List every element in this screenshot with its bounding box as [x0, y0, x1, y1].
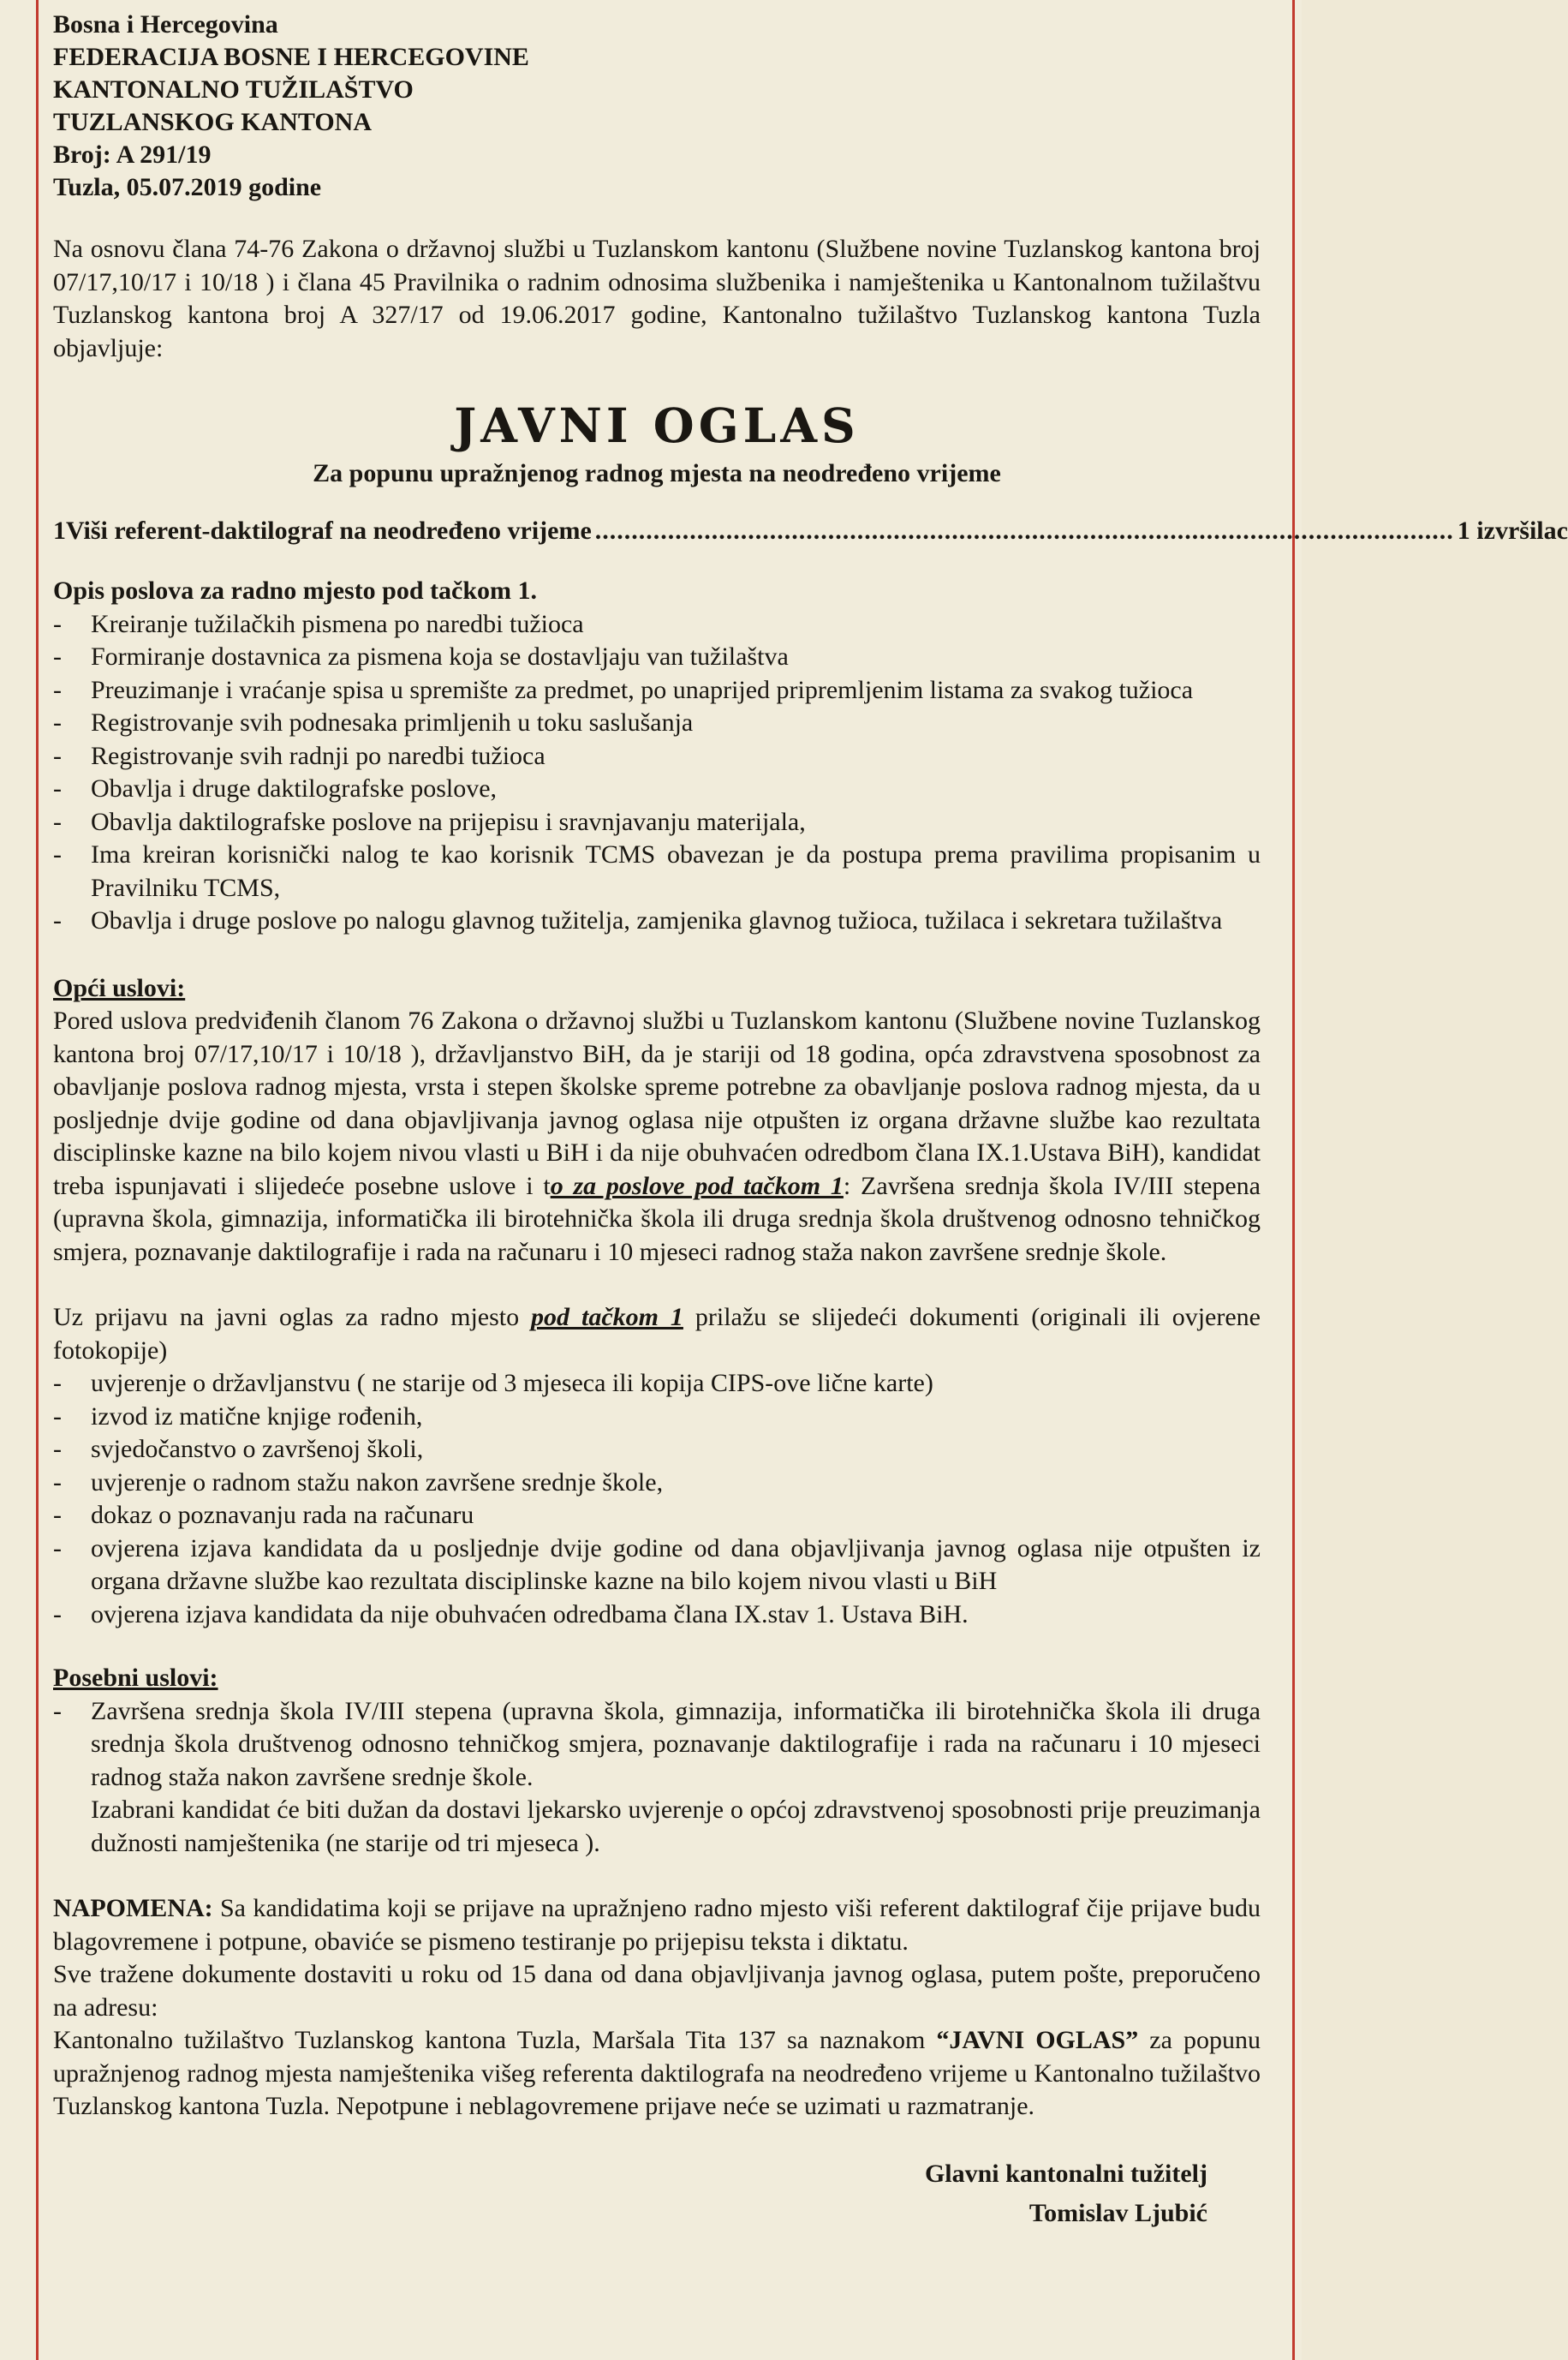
list-item: - Obavlja daktilografske poslove na prijepisu i sravnjavanju materijala,	[53, 807, 806, 836]
general-conditions-title: Opći uslovi:	[53, 973, 186, 1002]
notice-title: JAVNI OGLAS	[454, 397, 860, 453]
header-line-office: KANTONALNO TUŽILAŠTVO	[53, 75, 414, 104]
duties-title: Opis poslova za radno mjesto pod tačkom 1.	[53, 577, 538, 605]
remark-paragraph: NAPOMENA: Sa kandidatima koji se prijave na upražnjeno radno mjesto viši referent daktilograf čije prijave budu blagovremene i potpune, obaviće se pismeno testiranje po prijepisu teksta i diktatu.	[53, 1894, 1261, 1956]
duties-list	[53, 608, 1261, 938]
list-item: - izvod iz matične knjige rođenih,	[53, 1401, 423, 1431]
list-item: - Kreiranje tužilačkih pismena po naredbi tužioca	[53, 609, 584, 638]
position-number: 1	[53, 516, 66, 545]
list-item: - dokaz o poznavanju rada na računaru	[53, 1501, 474, 1529]
list-item: - Ima kreiran korisnički nalog te kao korisnik TCMS obavezan je da postupa prema pravilima propisanim u Pravilniku TCMS,	[53, 840, 1261, 902]
remark-label: NAPOMENA:	[53, 1894, 213, 1922]
list-item: - Registrovanje svih radnji po naredbi tužioca	[53, 741, 546, 770]
list-item: - ovjerena izjava kandidata da nije obuhvaćen odredbama člana IX.stav 1. Ustava BiH.	[53, 1599, 969, 1628]
documents-list	[53, 1367, 1261, 1631]
list-item: - uvjerenje o radnom stažu nakon završene srednje škole,	[53, 1467, 664, 1497]
special-conditions-title: Posebni uslovi:	[53, 1664, 218, 1692]
signature-role: Glavni kantonalni tužitelj	[924, 2159, 1207, 2188]
signature-name: Tomislav Ljubić	[1028, 2198, 1207, 2227]
list-item: - Obavlja i druge poslove po nalogu glavnog tužitelja, zamjenika glavnog tužioca, tužilaca i sekretara tužilaštva	[53, 906, 1223, 935]
list-item: - Preuzimanje i vraćanje spisa u spremište za predmet, po unaprijed pripremljenim listama za svakog tužioca	[53, 675, 1194, 704]
general-conditions-text: Pored uslova predviđenih članom 76 Zakona o državnoj službi u Tuzlanskom kantonu (Službene novine Tuzlanskog kantona broj 07/17,10/17 i 10/18 ), državljanstvo BiH, da je stariji od 18 godina, opća zdravstvena sposobnost za obavljanje poslova radnog mjesta, vrsta i stepen školske spreme potrebne za obavljanje poslova radnog mjesta, da u posljednje dvije godine od dana objavljivanja javnog oglasa nije otpušten iz organa državne službe kao rezultata disciplinske kazne na bilo kojem nivou vlasti u BiH i da nije obuhvaćen odredbom člana IX.1.Ustava BiH), kandidat treba ispunjavati i slijedeće posebne uslove i to za poslove pod tačkom 1: Završena srednja škola IV/III stepena (upravna škola, gimnazija, informatička ili birotehnička škola ili druga srednja škola društvenog odnosno tehničkog smjera, poznavanje daktilografije i rada na računaru i 10 mjeseci radnog staža nakon završene srednje škole.	[53, 1007, 1261, 1266]
position-line	[53, 515, 1568, 548]
list-item: - Formiranje dostavnica za pismena koja se dostavljaju van tužilaštva	[53, 642, 789, 671]
list-item: - Obavlja i druge daktilografske poslove,	[53, 774, 498, 803]
header-block	[53, 9, 1261, 204]
header-line-number: Broj: A 291/19	[53, 140, 212, 169]
list-item: - Registrovanje svih podnesaka primljenih u toku saslušanja	[53, 708, 694, 737]
list-item: - uvjerenje o državljanstvu ( ne starije od 3 mjeseca ili kopija CIPS-ove lične karte)	[53, 1369, 933, 1397]
header-line-date: Tuzla, 05.07.2019 godine	[53, 173, 322, 201]
signature-block	[53, 2154, 1261, 2233]
position-name: Viši referent-daktilograf na neodređeno vrijeme	[66, 516, 592, 545]
header-line-canton: TUZLANSKOG KANTONA	[53, 108, 373, 136]
list-item: Izabrani kandidat će biti dužan da dostavi ljekarsko uvjerenje o općoj zdravstvenoj sposobnosti prije preuzimanja dužnosti namještenika (ne starije od tri mjeseca ).	[91, 1795, 1261, 1857]
position-leader-dots: ......................................................................................................................	[594, 516, 1454, 545]
address-paragraph: Kantonalno tužilaštvo Tuzlanskog kantona Tuzla, Maršala Tita 137 sa naznakom “JAVNI OGLAS” za popunu upražnjenog radnog mjesta namještenika višeg referenta daktilografa na neodređeno vrijeme u Kantonalno tužilaštvo Tuzlanskog kantona Tuzla. Nepotpune i neblagovremene prijave neće se uzimati u razmatranje.	[53, 2026, 1261, 2120]
submission-paragraph: Sve tražene dokumente dostaviti u roku od 15 dana od dana objavljivanja javnog oglasa, putem pošte, preporučeno na adresu:	[53, 1960, 1261, 2022]
notice-subtitle: Za popunu upražnjenog radnog mjesta na neodređeno vrijeme	[313, 459, 1001, 487]
notice-content	[53, 9, 1568, 2233]
header-line-federation: FEDERACIJA BOSNE I HERCEGOVINE	[53, 43, 529, 71]
position-count: 1 izvršilac	[1457, 516, 1568, 545]
special-conditions-list	[53, 1695, 1261, 1861]
header-line-country: Bosna i Hercegovina	[53, 10, 278, 39]
list-item: - svjedočanstvo o završenoj školi,	[53, 1435, 424, 1463]
intro-paragraph: Na osnovu člana 74-76 Zakona o državnoj službi u Tuzlanskom kantonu (Službene novine Tuzlanskog kantona broj 07/17,10/17 i 10/18 ) i člana 45 Pravilnika o radnim odnosima službenika i namještenika u Kantonalnom tužilaštvu Tuzlanskog kantona broj A 327/17 od 19.06.2017 godine, Kantonalno tužilaštvo Tuzlanskog kantona Tuzla objavljuje:	[53, 235, 1261, 362]
documents-intro: Uz prijavu na javni oglas za radno mjesto pod tačkom 1 prilažu se slijedeći dokumenti (originali ili ovjerene fotokopije)	[53, 1303, 1261, 1365]
list-item: - ovjerena izjava kandidata da u posljednje dvije godine od dana objavljivanja javnog oglasa nije otpušten iz organa državne službe kao rezultata disciplinske kazne na bilo kojem nivou vlasti u BiH	[53, 1533, 1261, 1595]
list-item: - Završena srednja škola IV/III stepena (upravna škola, gimnazija, informatička ili birotehnička škola ili druga srednja škola društvenog odnosno tehničkog smjera, poznavanje daktilografije i rada na računaru i 10 mjeseci radnog staža nakon završene srednje škole.	[53, 1696, 1261, 1791]
